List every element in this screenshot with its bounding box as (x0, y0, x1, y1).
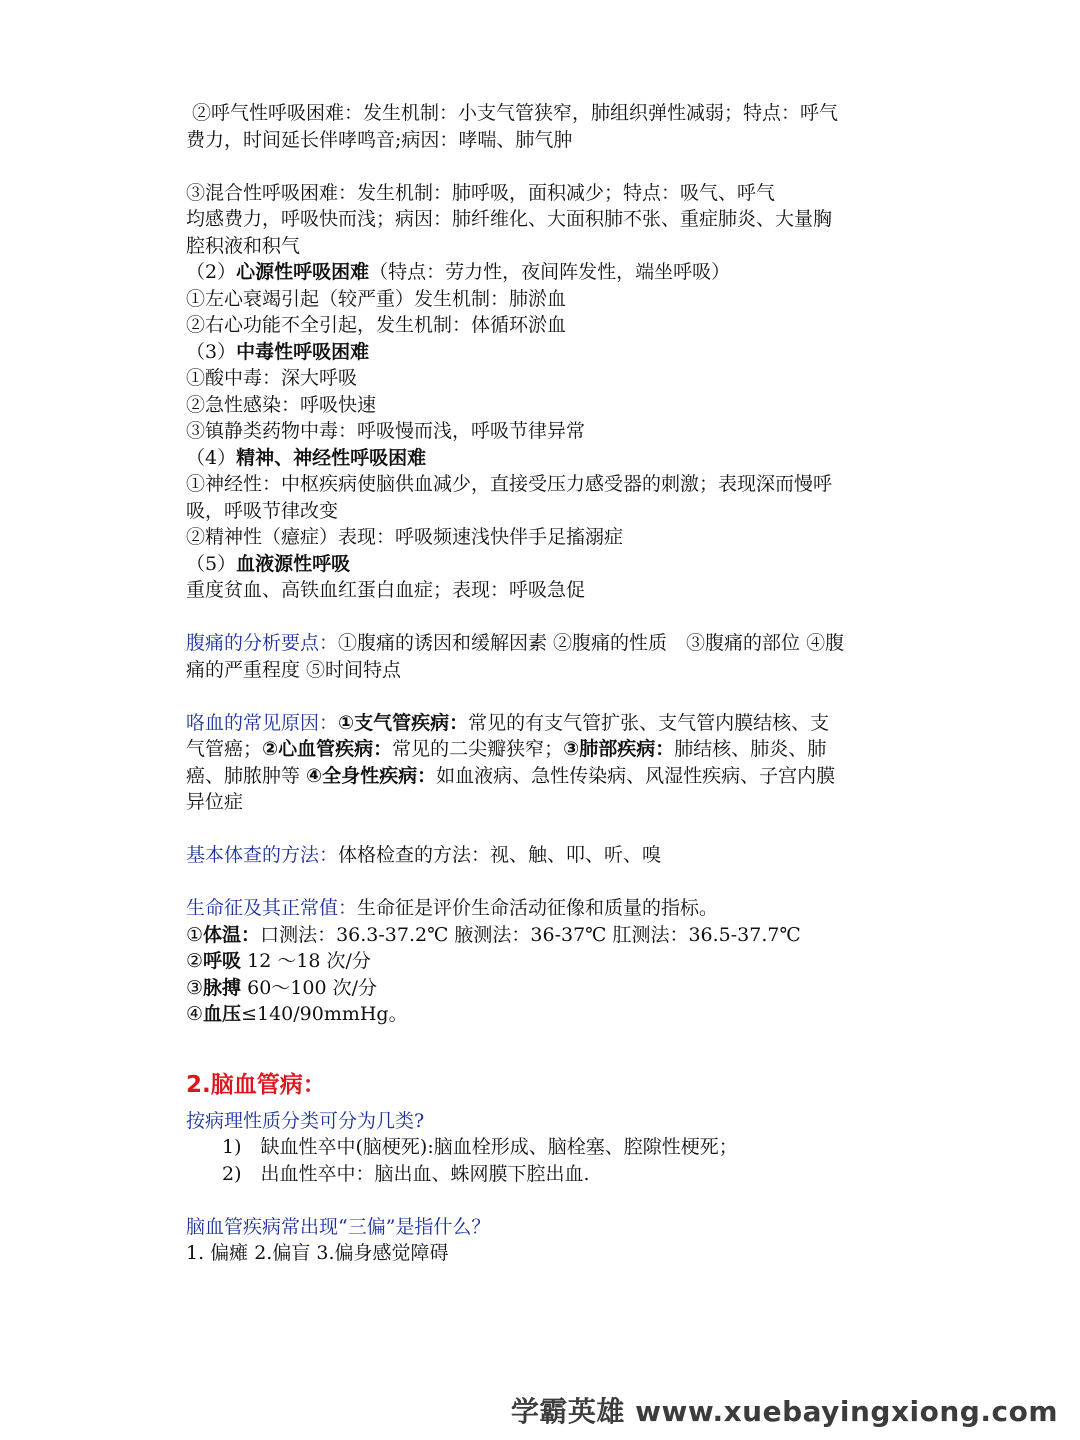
mixed-dyspnea-line2: 均感费力，呼吸快而浅；病因：肺纤维化、大面积肺不张、重症肺炎、大量胸 (186, 208, 833, 230)
hemoptysis-line3: 癌、肺脓肿等 ④全身性疾病：如血液病、急性传染病、风湿性疾病、子宫内膜 (186, 764, 836, 787)
answer-2: 1. 偏瘫 2.偏盲 3.偏身感觉障碍 (186, 1242, 449, 1264)
vitals-temp: ①体温：口测法：36.3-37.2℃ 腋测法：36-37℃ 肛测法：36.5-37.7℃ (186, 923, 801, 946)
abdominal-line1: 腹痛的分析要点：①腹痛的诱因和缓解因素 ②腹痛的性质 ③腹痛的部位 ④腹 (186, 632, 845, 654)
exp-dyspnea-line1: ②呼气性呼吸困难：发生机制：小支气管狭窄，肺组织弹性减弱；特点：呼气 (192, 102, 839, 124)
toxic-heading: （3）中毒性呼吸困难 (186, 340, 370, 363)
toxic-item-3: ③镇静类药物中毒：呼吸慢而浅，呼吸节律异常 (186, 420, 586, 442)
question-2: 脑血管疾病常出现“三偏”是指什么？ (186, 1215, 491, 1238)
toxic-item-1: ①酸中毒：深大呼吸 (186, 367, 358, 389)
toxic-item-2: ②急性感染：呼吸快速 (186, 393, 377, 416)
vitals-bp: ④血压≤140/90mmHg。 (186, 1003, 408, 1025)
blood-item-1: 重度贫血、高铁血红蛋白血症；表现：呼吸急促 (186, 579, 586, 601)
mixed-dyspnea-line1: ③混合性呼吸困难：发生机制：肺呼吸，面积减少；特点：吸气、呼气 (186, 181, 776, 204)
exam-line: 基本体查的方法：体格检查的方法：视、触、叩、听、嗅 (186, 844, 662, 866)
cardiac-item-1: ①左心衰竭引起（较严重）发生机制：肺淤血 (186, 287, 567, 310)
neuro-item-1b: 吸，呼吸节律改变 (186, 499, 339, 522)
vitals-intro: 生命征及其正常值：生命征是评价生命活动征像和质量的指标。 (186, 897, 719, 919)
vitals-pulse: ③脉搏 60～100 次/分 (186, 976, 377, 999)
vitals-resp: ②呼吸 12 ～18 次/分 (186, 950, 371, 972)
blood-heading: （5）血液源性呼吸 (186, 552, 351, 575)
hemoptysis-line1: 咯血的常见原因：①支气管疾病：常见的有支气管扩张、支气管内膜结核、支 (186, 711, 830, 734)
section-heading: 2.脑血管病： (186, 1071, 326, 1098)
neuro-item-2: ②精神性（癔症）表现：呼吸频速浅快伴手足搐溺症 (186, 526, 624, 548)
document-body (186, 100, 906, 1267)
cardiac-item-2: ②右心功能不全引起，发生机制：体循环淤血 (186, 314, 567, 336)
cardiac-heading: （2）心源性呼吸困难（特点：劳力性，夜间阵发性，端坐呼吸） (186, 261, 731, 283)
question-1: 按病理性质分类可分为几类? (186, 1109, 425, 1132)
hemoptysis-line2: 气管癌；②心血管疾病：常见的二尖瓣狭窄；③肺部疾病：肺结核、肺炎、肺 (186, 738, 827, 760)
hemoptysis-line4: 异位症 (186, 791, 244, 813)
mixed-dyspnea-line3: 腔积液和积气 (186, 234, 301, 257)
neuro-heading: （4）精神、神经性呼吸困难 (186, 446, 427, 469)
exp-dyspnea-line2: 费力，时间延长伴哮鸣音;病因：哮喘、肺气肿 (186, 128, 573, 151)
answer-1-item-1: 1) 缺血性卒中(脑梗死):脑血栓形成、脑栓塞、腔隙性梗死； (222, 1136, 738, 1158)
answer-1-item-2: 2) 出血性卒中：脑出血、蛛网膜下腔出血. (222, 1162, 590, 1185)
neuro-item-1a: ①神经性：中枢疾病使脑供血减少，直接受压力感受器的刺激；表现深而慢呼 (186, 473, 833, 495)
site-watermark: 学霸英雄 www.xuebayingxiong.com (510, 1395, 1058, 1428)
abdominal-line2: 痛的严重程度 ⑤时间特点 (186, 658, 402, 681)
